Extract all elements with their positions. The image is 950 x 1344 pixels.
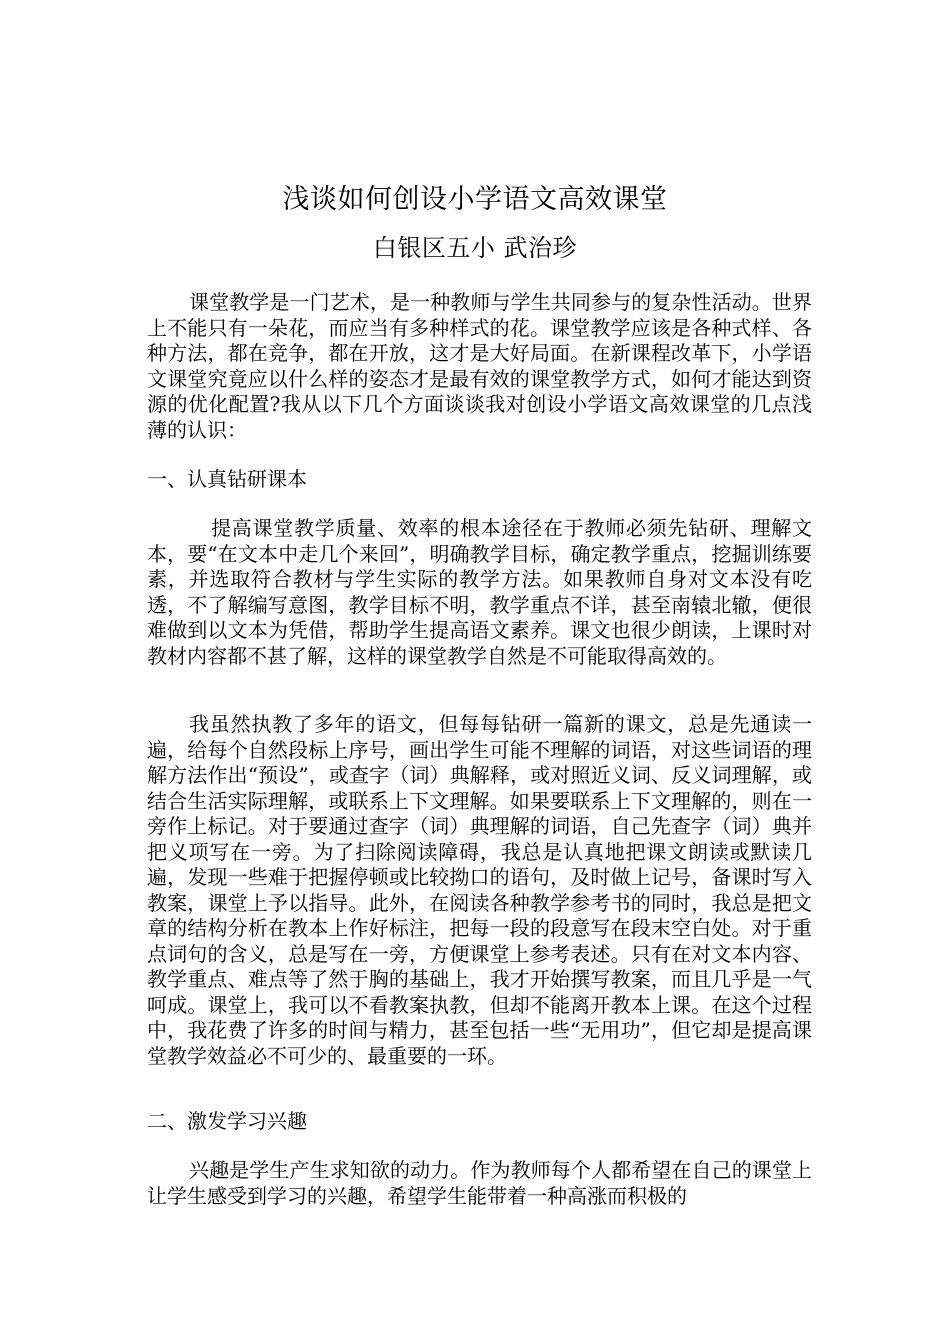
document-title: 浅谈如何创设小学语文高效课堂 — [282, 184, 668, 215]
paragraph-section-2a: 兴趣是学生产生求知欲的动力。作为教师每个人都希望在自己的课堂上让学生感受到学习的兴趣，希望学生能带着一种高涨而积极的 — [147, 1158, 812, 1208]
paragraph-section-1b: 我虽然执教了多年的语文，但每每钻研一篇新的课文，总是先通读一遍，给每个自然段标上序号，画出学生可能不理解的词语，对这些词语的理解方法作出“预设”，或查字（词）典解释，或对照近义词、反义词理解，或结合生活实际理解，或联系上下文理解。如果要联系上下文理解的，则在一旁作上标记。对于要通过查字（词）典理解的词语，自己先查字（词）典并把义项写在一旁。为了扫除阅读障碍，我总是认真地把课文朗读或默读几遍，发现一些难于把握停顿或比较拗口的语句，及时做上记号，备课时写入教案，课堂上予以指导。此外，在阅读各种教学参考书的同时，我总是把文章的结构分析在教本上作好标注，把每一段的段意写在段末空白处。对于重点词句的含义，总是写在一旁，方便课堂上参考表述。只有在对文本内容、教学重点、难点等了然于胸的基础上，我才开始撰写教案，而且几乎是一气呵成。课堂上，我可以不看教案执教，但却不能离开教本上课。在这个过程中，我花费了许多的时间与精力，甚至包括一些“无用功”，但它却是提高课堂教学效益必不可少的、最重要的一环。 — [147, 712, 812, 1068]
document-author: 白银区五小 武治珍 — [372, 234, 578, 262]
section-heading-2: 二、激发学习兴趣 — [147, 1109, 307, 1133]
paragraph-section-1a: 提高课堂教学质量、效率的根本途径在于教师必须先钻研、理解文本，要“在文本中走几个来回”，明确教学目标，确定教学重点，挖掘训练要素，并选取符合教材与学生实际的教学方法。如果教师自身对文本没有吃透，不了解编写意图，教学目标不明，教学重点不详，甚至南辕北辙，便很难做到以文本为凭借，帮助学生提高语文素养。课文也很少朗读，上课时对教材内容都不甚了解，这样的课堂教学自然是不可能取得高效的。 — [147, 516, 812, 668]
paragraph-intro: 课堂教学是一门艺术，是一种教师与学生共同参与的复杂性活动。世界上不能只有一朵花，而应当有多种样式的花。课堂教学应该是各种式样、各种方法，都在竞争，都在开放，这才是大好局面。在新课程改革下，小学语文课堂究竟应以什么样的姿态才是最有效的课堂教学方式，如何才能达到资源的优化配置?我从以下几个方面谈谈我对创设小学语文高效课堂的几点浅薄的认识： — [147, 290, 812, 442]
section-heading-1: 一、认真钻研课本 — [147, 467, 307, 491]
